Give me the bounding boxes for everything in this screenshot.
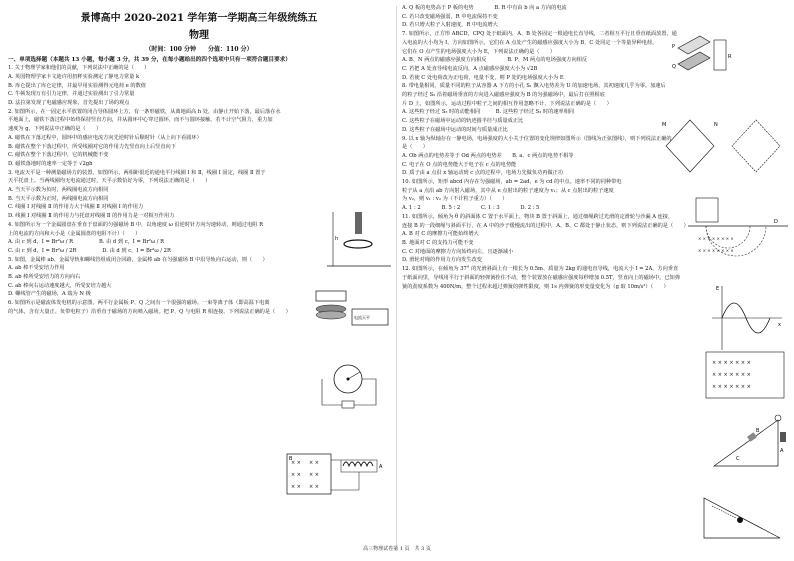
figure-square-fields: [660, 116, 790, 178]
question-line: B. 地面对 C 的支持力可能不变: [402, 239, 474, 246]
question-line: C. C 对地面的摩擦力方向始终向左，且逐渐减小: [402, 248, 514, 255]
question-line: B. 当天平示数为正时，两线圈电流方向相同: [8, 195, 109, 202]
question-line: 它们在 O 点产生的电场强度大小为 E，下列说法正确的是（ ）: [402, 48, 556, 55]
fig6-q-label: Q: [672, 64, 676, 70]
svg-text:× ×: × ×: [309, 472, 319, 478]
fig11-a-label: A: [780, 448, 784, 454]
question-line: 4. 如图所示为一个金属圆盘在垂直于盘面的匀强磁场 B 中，以角速度 ω 沿逆时针方向匀速转动，则通过电阻 R: [8, 221, 264, 228]
question-line: 7. 如图所示，正方形 ABCD，CPQ 处于纸面内，A、B 处各固定一根通电长直导线，二者相互平行且垂直纸面放置，通: [402, 31, 677, 38]
svg-text:× ×: × ×: [309, 460, 319, 466]
figure-incline-pulley: [708, 410, 788, 470]
question-line: A. 磁铁在下落过程中，圆环中的感应电流方向先逆时针后顺时针（从上向下看圆环）: [8, 134, 202, 141]
question-line: A. 由 c 到 d，I = Br²ω / R B. 由 d 到 c，I = Br²ω / R: [8, 239, 165, 246]
question-line: 粒子从 a 点沿 ab 方向射入磁场，其中从 e 点射出的粒子速度为 v₁；从 c 点射出的粒子速度: [402, 187, 614, 194]
figure-mhd-generator: [670, 28, 740, 80]
question-line: C. 电子在 O 点的电势能大于电子在 c 点的电势能: [402, 161, 517, 168]
question-line: B. ab 棒所受安培力的方向向右: [8, 274, 81, 281]
question-line: 3. 电流天平是一种测量磁场力的装置，如图所示，两相距很近的通电平行线圈 Ⅰ 和 Ⅱ，线圈 Ⅰ 固定，线圈 Ⅱ 置于: [8, 169, 266, 176]
question-line: 8. 带电量相同、质量不同的粒子从容器 A 下方的小孔 S₁ 飘入电势差为 U 的加速电场，其初速度几乎为零。加速后: [402, 83, 666, 90]
fig9-x-label: x: [778, 322, 781, 328]
question-line: A. ab 棒不受安培力作用: [8, 265, 65, 272]
fig11-c-label: C: [736, 456, 740, 462]
question-line: 天平托盘上。当两线圈均无电流通过时，天平示数恰好为零，下列说法正确的是（ ）: [8, 178, 211, 185]
figure-incline-wire: [700, 488, 784, 542]
question-line: 连接 B 的一段细绳与斜面平行，在 A 中的沙子缓慢流出的过程中，A、B、C 都处于静止状态，则下列说法正确的是（ ）: [402, 222, 689, 229]
question-line: B. 磁铁在整个下落过程中，所受线圈对它的作用力先竖直向上后竖直向下: [8, 143, 176, 150]
question-line: 6. 如图所示是磁流体发电机的示意图，两平行金属板 P、Q 之间有一个很强的磁场。一束等离子体（即高温下电离: [8, 300, 270, 307]
svg-text:× × × × × × × ×: × × × × × × × ×: [698, 248, 734, 253]
svg-text:× ×: × ×: [309, 484, 319, 490]
question-line: A. B、N 两点的磁感应强度方向相反 B. P、M 两点的电场强度方向相反: [402, 57, 588, 64]
question-line: 12. 如图所示，在倾角为 37° 的光滑斜面上有一根长为 0.5m、质量为 2kg 的通电直导线，电流大小 I = 2A，方向垂直: [402, 266, 679, 273]
question-line: C. 这些粒子在磁场中运动的轨迹圆半径与质量成正比: [402, 118, 524, 125]
svg-text:× ×: × ×: [291, 484, 301, 490]
question-line: D. 若只增大粒子入射速度，R 中电流增大: [402, 22, 498, 29]
exam-title: 景博高中 2020-2021 学年第一学期高三年级统练五: [80, 13, 318, 24]
svg-text:× × × × × × ×: × × × × × × ×: [712, 384, 751, 390]
question-line: 5. 如图，金属棒 ab、金属导轨和螺线管组成闭合回路，金属棒 ab 在匀强磁场 B 中沿导轨向右运动，则（ ）: [8, 256, 268, 263]
question-line: C. 由 c 到 d，I = Br²ω / 2R D. 由 d 到 c，I = Br²ω / 2R: [8, 247, 171, 254]
figure-current-balance: [312, 285, 392, 333]
question-line: D. 滑轮对绳的作用力方向发生改变: [402, 257, 482, 264]
question-line: C. ab 棒向右运动速度越大，所受安培力越大: [8, 282, 112, 289]
page-footer: 高三物理试卷第 1 页 共 3 页: [363, 546, 431, 552]
fig9-e-label: E: [716, 286, 720, 292]
svg-text:× × × × × × × ×: × × × × × × × ×: [698, 236, 734, 241]
question-line: A. Ob 两点的电势差等于 Od 两点的电势差 B. a、c 两点的电势不相等: [402, 152, 574, 159]
column-divider: [396, 6, 397, 551]
question-line: 2. 如图所示，在一固定水平放置的闭合导体圆环上方，有一条形磁铁，从离地面高 h 处，由静止开始下落，最后落在水: [8, 108, 281, 115]
fig6-r-label: R: [728, 54, 732, 60]
question-line: D. 磁铁落地时的速率一定等于 √2gh: [8, 160, 93, 167]
question-line: 的粒子经过 S₃ 沿着磁场垂直的方向进入磁感应强度为 B 的匀强磁场中，最后打在照相底: [402, 92, 605, 99]
question-line: 片 D 上，如图所示，运动过程中粒子之间的相互作用忽略不计，下列说法正确的是（ ）: [402, 100, 612, 107]
question-line: 是（ ）: [402, 144, 428, 151]
svg-text:× ×: × ×: [291, 460, 301, 466]
question-line: 簧的劲度系数为 400N/m，整个过程未超过弹簧的弹性限度，则 1s 内弹簧的形变量变化为（g 取 10m/s²）（ ）: [402, 283, 669, 290]
question-line: 的气体，含有大量正、负带电粒子）沿垂直于磁场的方向喷入磁场。把 P、Q 与电阻 R 相连接。下列说法正确的是（ ）: [8, 308, 291, 315]
question-line: A. 英国物理学家卡文迪许用扭秤实验测定了静电力常量 k: [8, 73, 140, 80]
question-line: 速度为 g，下列说法中正确的是（ ）: [8, 126, 102, 133]
left-question-text: [8, 64, 390, 316]
question-line: A. 这些粒子经过 S₃ 时的动能相同 B. 这些粒子经过 S₃ 时的速率相同: [402, 109, 575, 116]
question-line: D. 这些粒子在磁场中运动的时间与质量成正比: [402, 126, 508, 133]
fig2-h-label: h: [335, 236, 339, 242]
question-line: D. 法拉第发现了电磁感应现象，首先提出了场的观点: [8, 100, 130, 107]
svg-text:× × × × × × ×: × × × × × × ×: [712, 372, 751, 378]
question-line: A. B 对 C 的摩擦力可能始终增大: [402, 231, 479, 238]
fig3-label: 电流天平: [354, 315, 370, 320]
question-line: 上的电流的方向和大小是（金属圆盘的电阻不计）（ ）: [8, 230, 141, 237]
question-line: 10. 如图所示，矩形 abcd 内存在匀强磁场，ab = 2ad，e 为 cd 的中点。速率不同的同种带电: [402, 179, 622, 186]
fig5-b-label: B: [289, 456, 293, 462]
question-line: D. 线圈 Ⅰ 对线圈 Ⅱ 的作用力与托盘对线圈 Ⅱ 的作用力是一对相互作用力: [8, 213, 175, 220]
figure-rotating-disc: [318, 357, 388, 411]
question-line: A. Q 板的电势高于 P 板的电势 B. R 中有由 b 向 a 方向的电流: [402, 5, 567, 11]
question-line: 为 v₂，则 v₁ : v₂ 为（不计粒子重力）（ ）: [402, 196, 508, 203]
fig8-d-label: D: [774, 219, 778, 225]
question-line: B. 库仑提出了库仑定律，并最早用实验测得元电荷 e 的数值: [8, 82, 146, 89]
fig7-m-label: M: [662, 122, 667, 128]
question-line: C. 若把 A 处直导线电流反向，A 点磁感应强度大小为 √2B: [402, 65, 538, 72]
svg-text:× ×: × ×: [291, 472, 301, 478]
fig11-b-label: B: [756, 428, 760, 434]
question-line: 9. 以 x 轴为纵轴存在一静电场，电场强度的大小关于位置的变化规律如图所示（图线为正弦图线），则下列说法正确的: [402, 135, 672, 142]
fig5-a-label: A: [379, 464, 383, 470]
question-line: C. 牛顿发现万有引力定律，并通过实验测出了引力常量: [8, 91, 135, 98]
question-line: A. 当天平示数为负时，两线圈电流方向相同: [8, 187, 109, 194]
question-line: D. 质子由 a 点沿 x 轴运动到 c 点的过程中，电场力先做负功再做正功: [402, 170, 563, 177]
question-line: C. 若只改变磁场强弱，R 中电流保持不变: [402, 13, 498, 20]
question-line: A. 1 : 2 B. 5 : 2 C. 1 : 3 D. 2 : 5: [402, 205, 540, 212]
figure-rect-field: [700, 348, 790, 404]
exam-subject: 物理: [189, 30, 209, 41]
figure-rail-solenoid: [285, 450, 385, 500]
question-line: 入电流的大小均为 I，方向如图所示，它们在 A 点处产生的磁感应强度大小为 B，C 处同定一个等量异种电荷，: [402, 39, 658, 46]
question-line: 11. 如图所示，倾角为 θ 的斜面体 C 置于水平面上，物块 B 置于斜面上，通过细绳跨过光滑的定滑轮与沙漏 A 连接，: [402, 213, 674, 220]
svg-text:× × × × × × ×: × × × × × × ×: [712, 360, 751, 366]
question-line: D. 若使 C 处电荷改为正电荷，电量不变，则 P 处的电场强度大小为 E: [402, 74, 564, 81]
section-heading: 一、单项选择题（本题共 13 小题，每小题 3 分，共 39 分，在每小题给出的四个选项中只有一项符合题目要求）: [8, 57, 291, 63]
question-line: D. 螺线管产生的磁场，A 端为 N 极: [8, 291, 91, 298]
exam-meta: （时间：100 分钟 分值：110 分）: [145, 46, 253, 53]
question-line: C. 线圈 Ⅰ 对线圈 Ⅱ 的作用力大于线圈 Ⅱ 对线圈 Ⅰ 的作用力: [8, 204, 144, 211]
question-line: 平地面上，磁铁下落过程中始终保持竖直方向，并从圆环中心穿过圆环，而不与圆环接触。若不计空气阻力，重力加: [8, 117, 273, 124]
fig6-p-label: P: [672, 44, 676, 50]
question-line: C. 磁铁在整个下落过程中，它的机械能不变: [8, 152, 109, 159]
figure-sine-field: [706, 282, 786, 352]
fig7-n-label: N: [714, 122, 718, 128]
figure-mass-spectrometer: [688, 196, 788, 272]
question-line: 1. 关于物理学家和他们的贡献，下列说法中正确的是（ ）: [8, 65, 150, 72]
question-line: 于纸面向里，导线用平行于斜面的轻弹簧拴住不动，整个装置放在磁感应强度每秒增加 0.5T，竖直向上的磁场中。已知弹: [402, 274, 680, 281]
figure-magnet-ring: [325, 210, 393, 270]
